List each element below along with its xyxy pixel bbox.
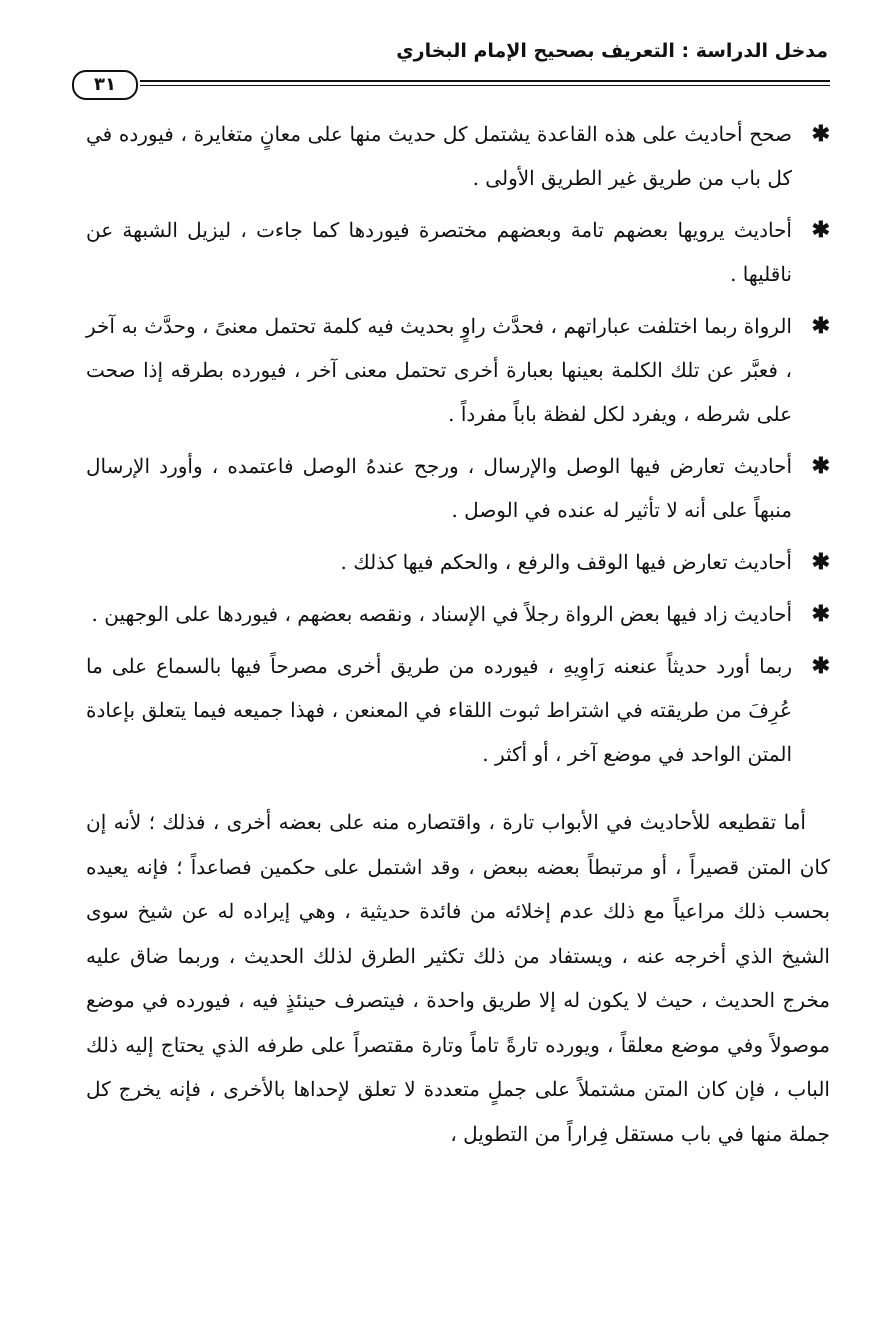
body-paragraph: أما تقطيعه للأحاديث في الأبواب تارة ، واقتصاره منه على بعضه أخرى ، فذلك ؛ لأنه إن كان المتن قصيراً ، أو مرتبطاً بعضه ببعض ، وقد اشتمل على حكمين فصاعداً ؛ فإنه يعيده بحسب ذلك مراعياً مع ذلك عدم إخلائه من فائدة حديثية ، وهي إيراده له عن شيخ سوى الشيخ الذي أخرجه عنه ، ويستفاد من ذلك تكثير الطرق لذلك الحديث ، وربما ضاق عليه مخرج الحديث ، حيث لا يكون له إلا طريق واحدة ، فيتصرف حينئذٍ فيه ، فيورده في موضع موصولاً وفي موضع معلقاً ، ويورده تارةً تاماً وتارة مقتصراً على طرفه الذي يحتاج إليه ذلك الباب ، فإن كان المتن مشتملاً على جملٍ متعددة لا تعلق لإحداها بالأخرى ، فإنه يخرج كل جملة منها في باب مستقل فِراراً من التطويل ،: [86, 810, 830, 1146]
asterisk-bullet-icon: ✱: [811, 121, 830, 147]
list-item: [86, 112, 830, 200]
header-rule-line-thin: [140, 85, 830, 86]
bullet-text: الرواة ربما اختلفت عباراتهم ، فحدَّث راوٍ بحديث فيه كلمة تحتمل معنىً ، وحدَّث به آخر ، فعبَّر عن تلك الكلمة بعينها بعبارة أخرى تحتمل معنى آخر ، فيورده بطرقه إذا صحت على شرطه ، ويفرد لكل لفظة باباً مفرداً .: [86, 314, 792, 426]
running-head-title: مدخل الدراسة : التعريف بصحيح الإمام البخاري: [396, 40, 828, 62]
header-rule: [72, 70, 830, 100]
asterisk-bullet-icon: ✱: [811, 549, 830, 575]
bullet-text: أحاديث تعارض فيها الوقف والرفع ، والحكم فيها كذلك .: [340, 550, 792, 574]
asterisk-bullet-icon: ✱: [811, 601, 830, 627]
bullet-text: ربما أورد حديثاً عنعنه رَاوِيهِ ، فيورده من طريق أخرى مصرحاً فيها بالسماع على ما عُرِفَ من طريقته في اشتراط ثبوت اللقاء في المعنعن ، فهذا جميعه فيما يتعلق بإعادة المتن الواحد في موضع آخر ، أو أكثر .: [86, 654, 792, 766]
bullet-text: أحاديث تعارض فيها الوصل والإرسال ، ورجح عندهُ الوصل فاعتمده ، وأورد الإرسال منبهاً على أنه لا تأثير له عنده في الوصل .: [86, 454, 792, 522]
asterisk-bullet-icon: ✱: [811, 453, 830, 479]
bullet-list: [86, 112, 830, 776]
list-item: [86, 444, 830, 532]
page-number: ٣١: [72, 70, 138, 100]
bullet-text: صحح أحاديث على هذه القاعدة يشتمل كل حديث منها على معانٍ متغايرة ، فيورده في كل باب من طريق غير الطريق الأولى .: [86, 122, 792, 190]
page-body: [86, 112, 830, 1156]
list-item: [86, 592, 830, 636]
asterisk-bullet-icon: ✱: [811, 653, 830, 679]
list-item: [86, 540, 830, 584]
list-item: [86, 304, 830, 436]
bullet-text: أحاديث يرويها بعضهم تامة وبعضهم مختصرة فيوردها كما جاءت ، ليزيل الشبهة عن ناقليها .: [86, 218, 792, 286]
header-rule-line: [140, 80, 830, 82]
bullet-text: أحاديث زاد فيها بعض الرواة رجلاً في الإسناد ، ونقصه بعضهم ، فيوردها على الوجهين .: [91, 602, 792, 626]
list-item: [86, 208, 830, 296]
asterisk-bullet-icon: ✱: [811, 313, 830, 339]
asterisk-bullet-icon: ✱: [811, 217, 830, 243]
list-item: [86, 644, 830, 776]
